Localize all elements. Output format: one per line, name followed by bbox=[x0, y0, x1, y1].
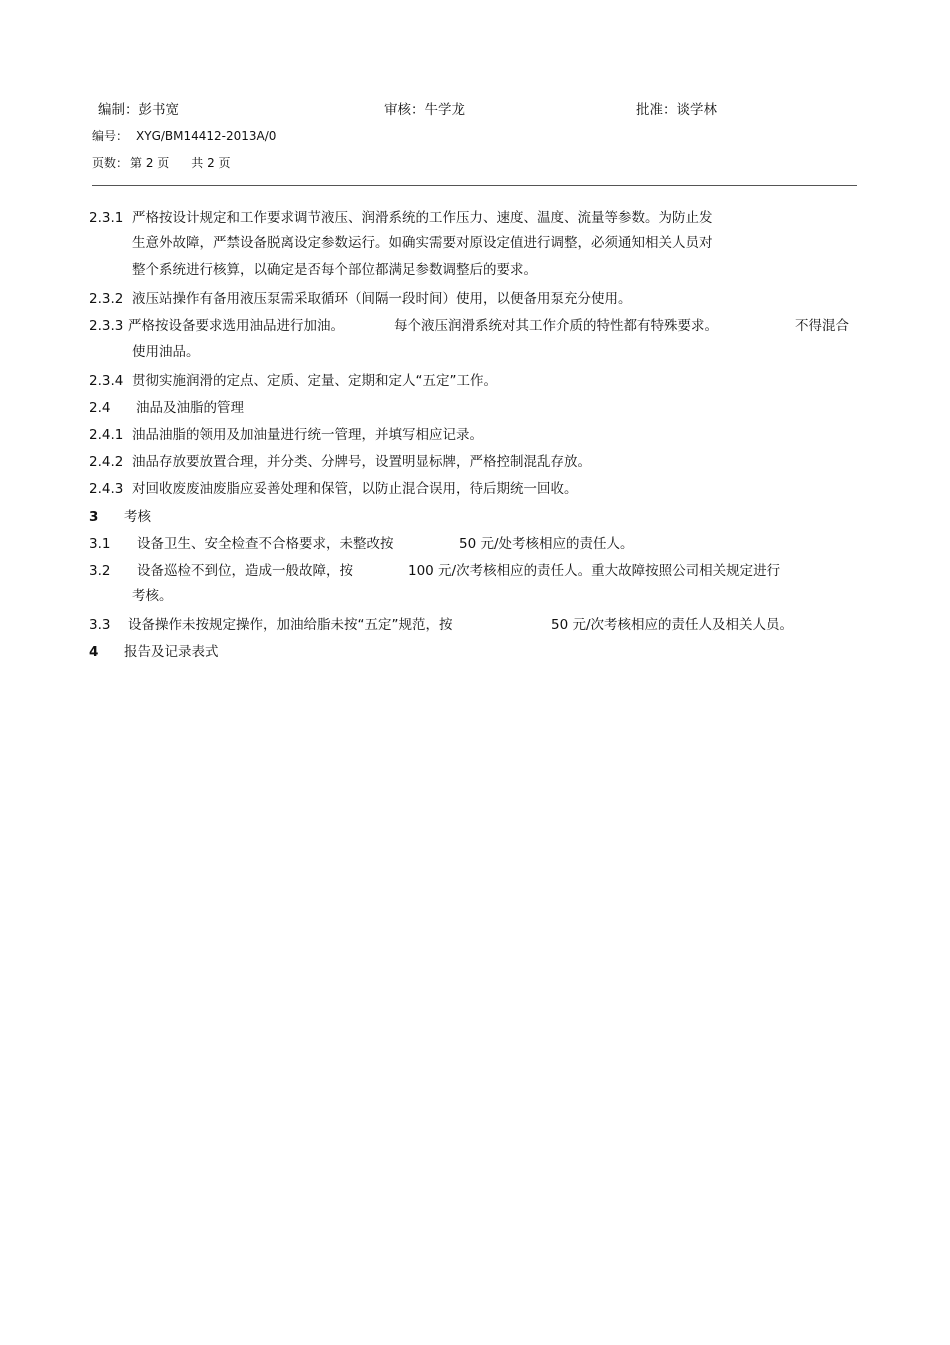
section-title: 报告及记录表式 bbox=[124, 644, 219, 660]
clause-2-4-1 bbox=[89, 426, 483, 444]
clause-text: 严格按设计规定和工作要求调节液压、润滑系统的工作压力、速度、温度、流量等参数。为防止发 bbox=[132, 210, 713, 226]
clause-3-1-part-1: 设备卫生、安全检查不合格要求，未整改按 bbox=[137, 536, 394, 552]
section-3-heading bbox=[89, 508, 151, 526]
section-number: 2.4 bbox=[89, 400, 111, 416]
code-value: XYG/BM14412-2013A/0 bbox=[136, 129, 277, 143]
page-total: 共 2 页 bbox=[191, 156, 231, 170]
clause-2-3-3-part-3: 不得混合 bbox=[795, 318, 849, 334]
clause-number: 2.3.4 bbox=[89, 373, 124, 389]
clause-number: 2.4.1 bbox=[89, 427, 124, 443]
clause-3-3-number: 3.3 bbox=[89, 617, 111, 633]
clause-number: 2.3.2 bbox=[89, 291, 124, 307]
section-number: 3 bbox=[89, 509, 99, 525]
code-label: 编号： bbox=[92, 129, 129, 143]
clause-text: 贯彻实施润滑的定点、定质、定量、定期和定人“五定”工作。 bbox=[132, 373, 497, 389]
clause-2-3-2 bbox=[89, 290, 632, 308]
document-code bbox=[92, 127, 276, 144]
section-2-4-heading bbox=[89, 399, 244, 417]
clause-3-2-part-2: 100 元/次考核相应的责任人。重大故障按照公司相关规定进行 bbox=[408, 563, 781, 579]
clause-3-3-part-2: 50 元/次考核相应的责任人及相关人员。 bbox=[551, 617, 794, 633]
clause-text: 油品油脂的领用及加油量进行统一管理，并填写相应记录。 bbox=[132, 427, 483, 443]
clause-number: 2.3.1 bbox=[89, 210, 124, 226]
clause-3-1-part-2: 50 元/处考核相应的责任人。 bbox=[459, 536, 634, 552]
clause-2-4-2 bbox=[89, 453, 591, 471]
clause-3-3-part-1: 设备操作未按规定操作，加油给脂未按“五定”规范，按 bbox=[128, 617, 453, 633]
clause-2-4-3 bbox=[89, 480, 578, 498]
header-divider bbox=[92, 185, 857, 186]
clause-text: 对回收废废油废脂应妥善处理和保管，以防止混合误用，待后期统一回收。 bbox=[132, 481, 578, 497]
section-4-heading bbox=[89, 643, 219, 661]
clause-2-3-1-line-2: 生意外故障，严禁设备脱离设定参数运行。如确实需要对原设定值进行调整，必须通知相关人员对 bbox=[132, 235, 713, 251]
section-title: 油品及油脂的管理 bbox=[136, 400, 244, 416]
clause-3-2-line-2: 考核。 bbox=[132, 588, 173, 604]
reviewer-field: 审核：牛学龙 bbox=[384, 102, 465, 118]
clause-2-3-1-line-3: 整个系统进行核算，以确定是否每个部位都满足参数调整后的要求。 bbox=[132, 262, 537, 278]
clause-2-3-3-part-1: 严格按设备要求选用油品进行加油。 bbox=[128, 318, 344, 334]
approver-field: 批准：谈学林 bbox=[636, 102, 717, 118]
page-count bbox=[92, 154, 231, 171]
clause-text: 油品存放要放置合理，并分类、分牌号，设置明显标牌，严格控制混乱存放。 bbox=[132, 454, 591, 470]
page-current: 第 2 页 bbox=[130, 156, 170, 170]
clause-3-2-part-1: 设备巡检不到位，造成一般故障，按 bbox=[137, 563, 353, 579]
section-number: 4 bbox=[89, 644, 99, 660]
clause-2-3-3-number: 2.3.3 bbox=[89, 318, 124, 334]
clause-2-3-4 bbox=[89, 372, 497, 390]
clause-text: 液压站操作有备用液压泵需采取循环（间隔一段时间）使用，以便备用泵充分使用。 bbox=[132, 291, 632, 307]
clause-2-3-3-part-2: 每个液压润滑系统对其工作介质的特性都有特殊要求。 bbox=[394, 318, 718, 334]
clause-3-2-number: 3.2 bbox=[89, 563, 111, 579]
clause-2-3-3-line-2: 使用油品。 bbox=[132, 344, 200, 360]
clause-number: 2.4.3 bbox=[89, 481, 124, 497]
clause-number: 2.4.2 bbox=[89, 454, 124, 470]
section-title: 考核 bbox=[124, 509, 151, 525]
clause-2-3-1-line-1 bbox=[89, 209, 713, 227]
page-label: 页数： bbox=[92, 156, 129, 170]
clause-3-1-number: 3.1 bbox=[89, 536, 111, 552]
editor-field: 编制：彭书宽 bbox=[98, 102, 179, 118]
